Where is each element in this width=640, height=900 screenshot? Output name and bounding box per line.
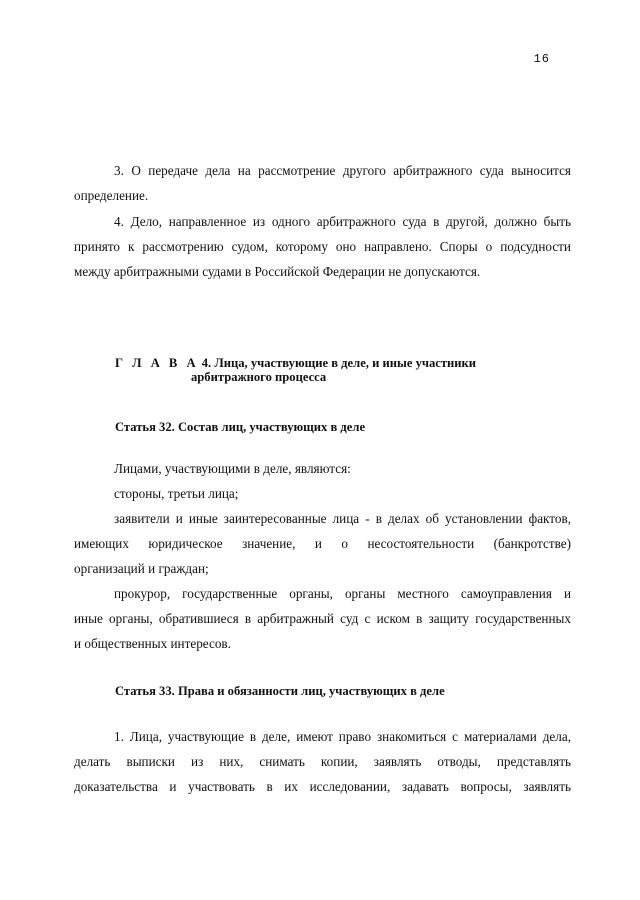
article-32-body [74, 456, 571, 656]
paragraph-line: организаций и граждан; [74, 561, 209, 576]
paragraph-line: принято к рассмотрению судом, которому оно направлено. Споры о подсудности [74, 239, 571, 254]
article-33-heading: Статья 33. Права и обязанности лиц, участвующих в деле [115, 684, 445, 698]
paragraph-line: прокурор, государственные органы, органы местного самоуправления и [114, 586, 571, 601]
paragraph-line: между арбитражными судами в Российской Федерации не допускаются. [74, 264, 481, 279]
article-33-body [74, 724, 571, 799]
chapter-label: Г Л А В А [115, 356, 199, 370]
paragraph-line: имеющих юридическое значение, и о несостоятельности (банкротстве) [74, 536, 571, 551]
paragraph-line: определение. [74, 188, 149, 203]
chapter-heading [115, 356, 575, 384]
paragraph-line: 1. Лица, участвующие в деле, имеют право знакомиться с материалами дела, [114, 729, 571, 744]
chapter-title-line2: арбитражного процесса [191, 370, 327, 384]
paragraph-line: 4. Дело, направленное из одного арбитражного суда в другой, должно быть [114, 214, 571, 229]
chapter-title-line1 [115, 356, 575, 370]
paragraph-line: Лицами, участвующими в деле, являются: [114, 461, 351, 476]
paragraph-line: заявители и иные заинтересованные лица - в делах об установлении фактов, [114, 511, 571, 526]
paragraph-line: иные органы, обратившиеся в арбитражный суд с иском в защиту государственных [74, 611, 571, 626]
paragraph-line: доказательства и участвовать в их исследовании, задавать вопросы, заявлять [74, 779, 571, 794]
paragraph-line: стороны, третьи лица; [114, 486, 239, 501]
paragraph-line: 3. О передаче дела на рассмотрение другого арбитражного суда выносится [114, 163, 571, 178]
chapter-title-text: 4. Лица, участвующие в деле, и иные участники [198, 356, 477, 370]
article-32-heading: Статья 32. Состав лиц, участвующих в деле [115, 420, 366, 434]
paragraph-3 [74, 158, 571, 208]
paragraph-4 [74, 209, 571, 284]
page-number: 16 [533, 52, 550, 66]
paragraph-line: и общественных интересов. [74, 636, 231, 651]
paragraph-line: делать выписки из них, снимать копии, заявлять отводы, представлять [74, 754, 571, 769]
